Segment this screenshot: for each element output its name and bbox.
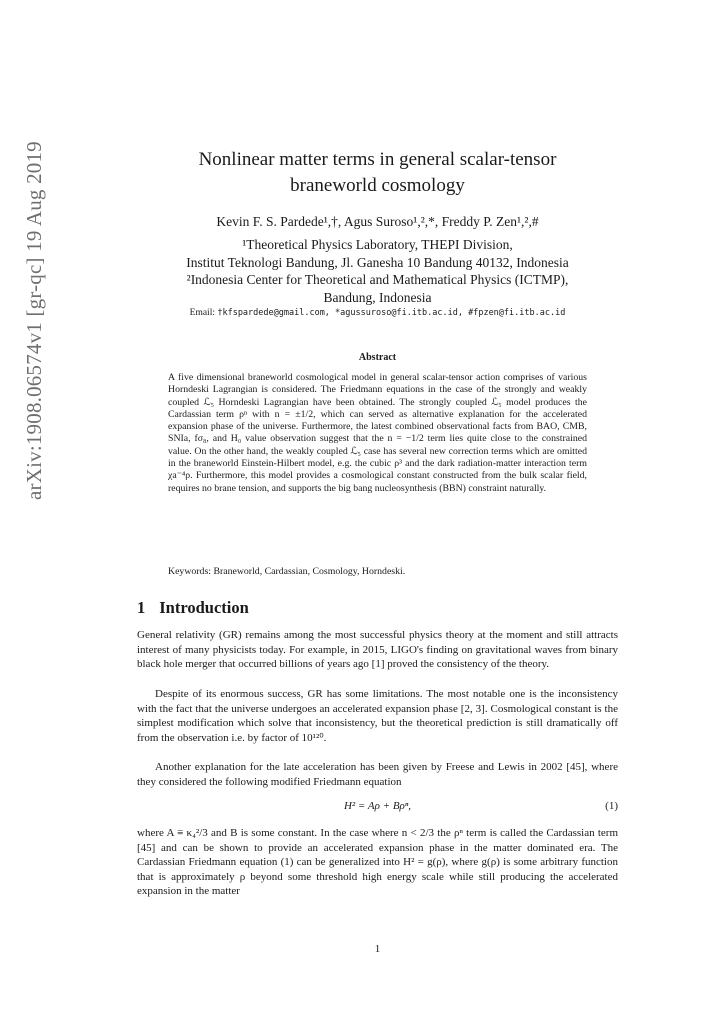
affiliation-line: Institut Teknologi Bandung, Jl. Ganesha 10 Bandung 40132, Indonesia [186, 254, 569, 270]
email-label: Email: [189, 308, 218, 318]
paragraph: where A ≡ κ₄²/3 and B is some constant. In the case where n < 2/3 the ρⁿ term is called the Cardassian term [45] and can be shown to provide an accelerated expansion phase in the matter dominated era. The Cardassian Friedmann equation (1) can be generalized into H² = g(ρ), where g(ρ) is some arbitrary function that is approximately ρ beyond some threshold high energy scale while still producing the accelerated expansion in the matter [137, 827, 618, 897]
section-title: Introduction [159, 598, 249, 617]
affiliation-line: ²Indonesia Center for Theoretical and Mathematical Physics (ICTMP), [186, 272, 569, 287]
email-line [137, 308, 618, 318]
paragraph: Another explanation for the late acceleration has been given by Freese and Lewis in 2002 [45], where they considered the following modified Friedmann equation [137, 761, 618, 788]
affiliation-line: ¹Theoretical Physics Laboratory, THEPI Division, [242, 237, 513, 252]
section-number: 1 [137, 598, 146, 617]
affiliations [137, 236, 618, 306]
abstract-heading: Abstract [358, 352, 397, 363]
title-line-1: Nonlinear matter terms in general scalar-tensor [198, 149, 557, 170]
author-list: Kevin F. S. Pardede¹,†, Agus Suroso¹,²,*, Freddy P. Zen¹,²,# [216, 214, 539, 229]
abstract-text: A five dimensional braneworld cosmological model in general scalar-tensor action comprises of various Horndeski Lagrangian is considered. The Friedmann equations in the case of the strongly and weakly coupled ℒ₅ Horndeski Lagrangian have been obtained. The strongly coupled ℒ₅ model produces the Cardassian term ρⁿ with n = ±1/2, which can served as alternative explanation for the accelerated expansion phase of the universe. Furthermore, the latest combined observational facts from BAO, CMB, SNIa, fσ₈, and H₀ value observation suggest that the n = −1/2 term lies quite close to the constrained value. On the other hand, the weakly coupled ℒ₅ case has several new correction terms which are omitted in the braneworld Einstein-Hilbert model, e.g. the cubic ρ³ and the dark radiation-matter interaction term χa⁻⁴ρ. Furthermore, this model provides a cosmological constant constructed from the bulk scalar field, requires no brane tension, and supports the big bang nucleosynthesis (BBN) constraint naturally. [168, 372, 587, 494]
page-number: 1 [374, 943, 381, 955]
affiliation-line: Bandung, Indonesia [323, 289, 432, 305]
equation-number: (1) [605, 800, 618, 812]
paragraph: General relativity (GR) remains among the most successful physics theory at the moment and still attracts interest of many physicists today. For example, in 2015, LIGO's finding on gravitational waves from binary black hole merger that occurred billions of years ago [1] proved the consistency of the theory. [137, 629, 618, 670]
email-addresses[interactable]: †kfspardede@gmail.com, *agussuroso@fi.itb.ac.id, #fpzen@fi.itb.ac.id [217, 308, 566, 318]
paper-title [137, 147, 618, 199]
equation: H² = Aρ + Bρⁿ, [343, 800, 412, 812]
paragraph: Despite of its enormous success, GR has some limitations. The most notable one is the inconsistency with the fact that the universe undergoes an accelerated expansion phase [2, 3]. Cosmological constant is the simplest modification which solve that inconsistency, but the theoretical prediction is still dramatically off from the observation i.e. by factor of 10¹²⁰. [137, 688, 618, 744]
arxiv-stamp: arXiv:1908.06574v1 [gr-qc] 19 Aug 2019 [22, 141, 46, 500]
keywords: Keywords: Braneworld, Cardassian, Cosmology, Horndeski. [168, 566, 406, 577]
title-line-2: braneworld cosmology [290, 175, 465, 196]
section-heading [137, 598, 249, 618]
